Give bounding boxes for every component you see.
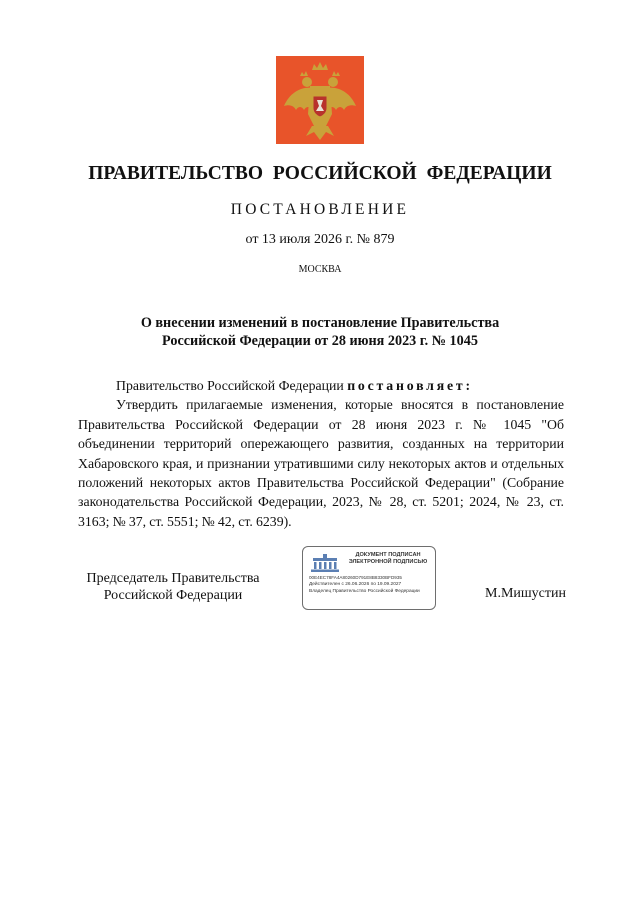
coat-of-arms-icon	[276, 56, 364, 144]
electronic-signature-stamp	[302, 546, 436, 610]
document-date-number: от 13 июля 2026 г. № 879	[245, 232, 395, 247]
subject-line-1: О внесении изменений в постановление Правительства	[140, 315, 500, 331]
government-building-icon	[309, 553, 341, 573]
government-title: ПРАВИТЕЛЬСТВО РОССИЙСКОЙ ФЕДЕРАЦИИ	[88, 163, 552, 184]
decree-paragraph: Утвердить прилагаемые изменения, которые вносятся в постановление Правительства Российской Федерации от 28 июня 2023 г. № 1045 "Об объединении территорий опережающего развития, созданных на территории Хабаровского края, и признании утратившими силу некоторых актов и отдельных положений некоторых актов Правительства Российской Федерации" (Собрание законодательства Российской Федерации, 2023, № 28, ст. 5201; 2024, № 23, ст. 3163; № 37, ст. 5551; № 42, ст. 6239).	[78, 397, 564, 529]
document-subject	[80, 314, 560, 350]
signatory-position-line-1: Председатель Правительства	[86, 571, 260, 586]
signatory-position-line-2: Российской Федерации	[103, 588, 243, 603]
decree-word: постановляет:	[347, 378, 473, 393]
decree-line	[78, 376, 564, 395]
document-type: ПОСТАНОВЛЕНИЕ	[230, 201, 410, 218]
signatory-position	[78, 570, 268, 604]
certificate-owner: Владелец Правительство Российской Федерации	[309, 589, 420, 594]
stamp-heading-line-2: ЭЛЕКТРОННОЙ ПОДПИСЬЮ	[348, 559, 428, 565]
decree-intro: Правительство Российской Федерации	[116, 378, 348, 393]
document-city: МОСКВА	[298, 264, 342, 275]
signatory-name: М.Мишустин	[485, 586, 566, 601]
certificate-number: 00E4EC78FA4A80260D791E8B8330BFD935	[309, 575, 402, 580]
stamp-heading	[343, 552, 433, 566]
subject-line-2: Российской Федерации от 28 июня 2023 г. № 1045	[162, 333, 478, 349]
stamp-heading-line-1: ДОКУМЕНТ ПОДПИСАН	[355, 552, 421, 558]
certificate-validity: Действителен с 26.06.2026 по 19.09.2027	[309, 582, 402, 587]
document-body	[78, 376, 564, 531]
